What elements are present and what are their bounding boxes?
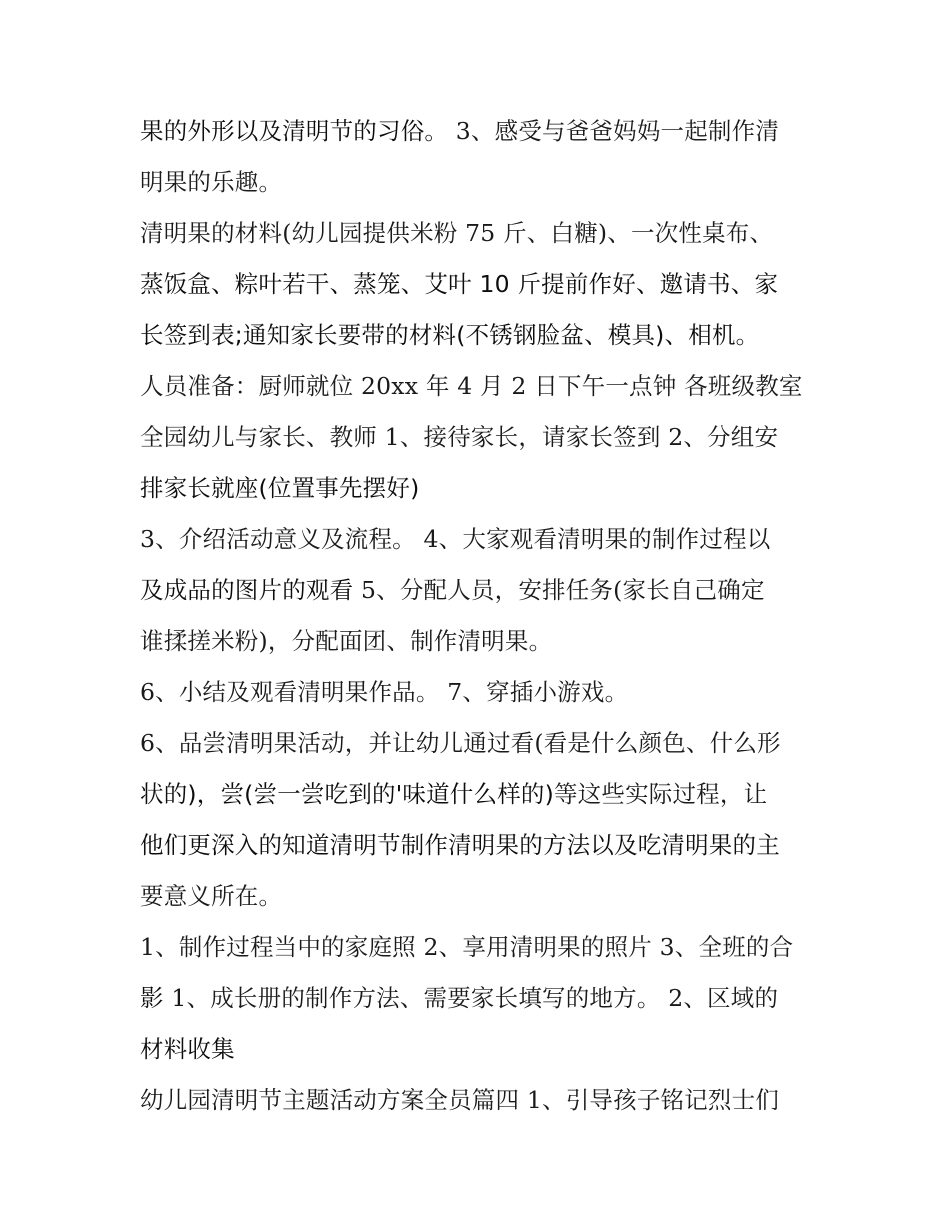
text-run-sans: 果的外形以及清明节的习俗。	[140, 117, 449, 145]
text-line	[140, 616, 820, 667]
text-run-sans: 长签到表;通知家长要带的材料(不锈钢脸盆、模具)、相机。	[140, 321, 760, 349]
text-line	[140, 820, 820, 871]
text-run-serif: 幼儿园清明节主题活动方案全员篇四 1、引导孩子铭记烈士们	[140, 1086, 780, 1114]
text-run-sans: 他们更深入的知道清明节制作清明果的方法以及吃清明果的主	[140, 831, 780, 859]
text-run-sans: 排家长就座(位置事先摆好)	[140, 474, 420, 502]
text-line	[140, 667, 820, 718]
text-run-serif: 1、制作过程当中的家庭照 2、享用清明果的照片 3、全班的合	[140, 933, 794, 961]
text-run-sans: 及成品的图片的观看	[140, 576, 354, 604]
text-line	[140, 157, 820, 208]
text-line	[140, 973, 820, 1024]
text-line	[140, 769, 820, 820]
text-run-serif: 3、感受与爸爸妈妈一起制作清	[448, 117, 780, 145]
text-line	[140, 922, 820, 973]
text-run-sans: 影	[140, 984, 164, 1012]
text-run-serif: 5、分配人员，安排任务(家长自己确定	[353, 576, 765, 604]
text-run-serif: 3、介绍活动意义及流程。 4、大家观看清明果的制作过程以	[140, 525, 771, 553]
text-line	[140, 310, 820, 361]
text-run-serif: 明果的乐趣。	[140, 168, 283, 196]
text-run-sans: 蒸饭盒、粽叶若干、蒸笼、艾叶 10 斤提前作好、邀请书、家	[140, 270, 779, 298]
text-line	[140, 106, 820, 157]
text-run-serif: 人员准备：厨师就位 20xx 年 4 月 2 日下午一点钟 各班级教室	[140, 372, 803, 400]
document-body	[140, 106, 820, 1126]
text-line	[140, 208, 820, 259]
text-run-serif: 6、小结及观看清明果作品。 7、穿插小游戏。	[140, 678, 629, 706]
text-run-serif: 6、品尝清明果活动，并让幼儿通过看(看是什么颜色、什么形	[140, 729, 781, 757]
text-line	[140, 1024, 820, 1075]
text-run-sans: 状的)，尝(尝一尝吃到的'味道什么样的)	[140, 780, 554, 808]
text-line	[140, 1075, 820, 1126]
text-line	[140, 463, 820, 514]
text-run-serif: 谁揉搓米粉)，分配面团、制作清明果。	[140, 627, 553, 655]
text-run-serif: 等这些实际过程，让	[553, 780, 768, 808]
text-run-serif: 清明果的材料(幼儿园提供米粉 75 斤、白糖)、一次性桌布、	[140, 219, 774, 247]
text-line	[140, 514, 820, 565]
text-line	[140, 259, 820, 310]
text-line	[140, 412, 820, 463]
text-run-serif: 要意义所在。	[140, 882, 283, 910]
text-line	[140, 718, 820, 769]
text-line	[140, 871, 820, 922]
text-line	[140, 565, 820, 616]
text-line	[140, 361, 820, 412]
text-run-sans: 材料收集	[140, 1035, 235, 1063]
text-run-serif: 1、成长册的制作方法、需要家长填写的地方。 2、区域的	[163, 984, 779, 1012]
text-run-serif: 全园幼儿与家长、教师 1、接待家长，请家长签到 2、分组安	[140, 423, 779, 451]
